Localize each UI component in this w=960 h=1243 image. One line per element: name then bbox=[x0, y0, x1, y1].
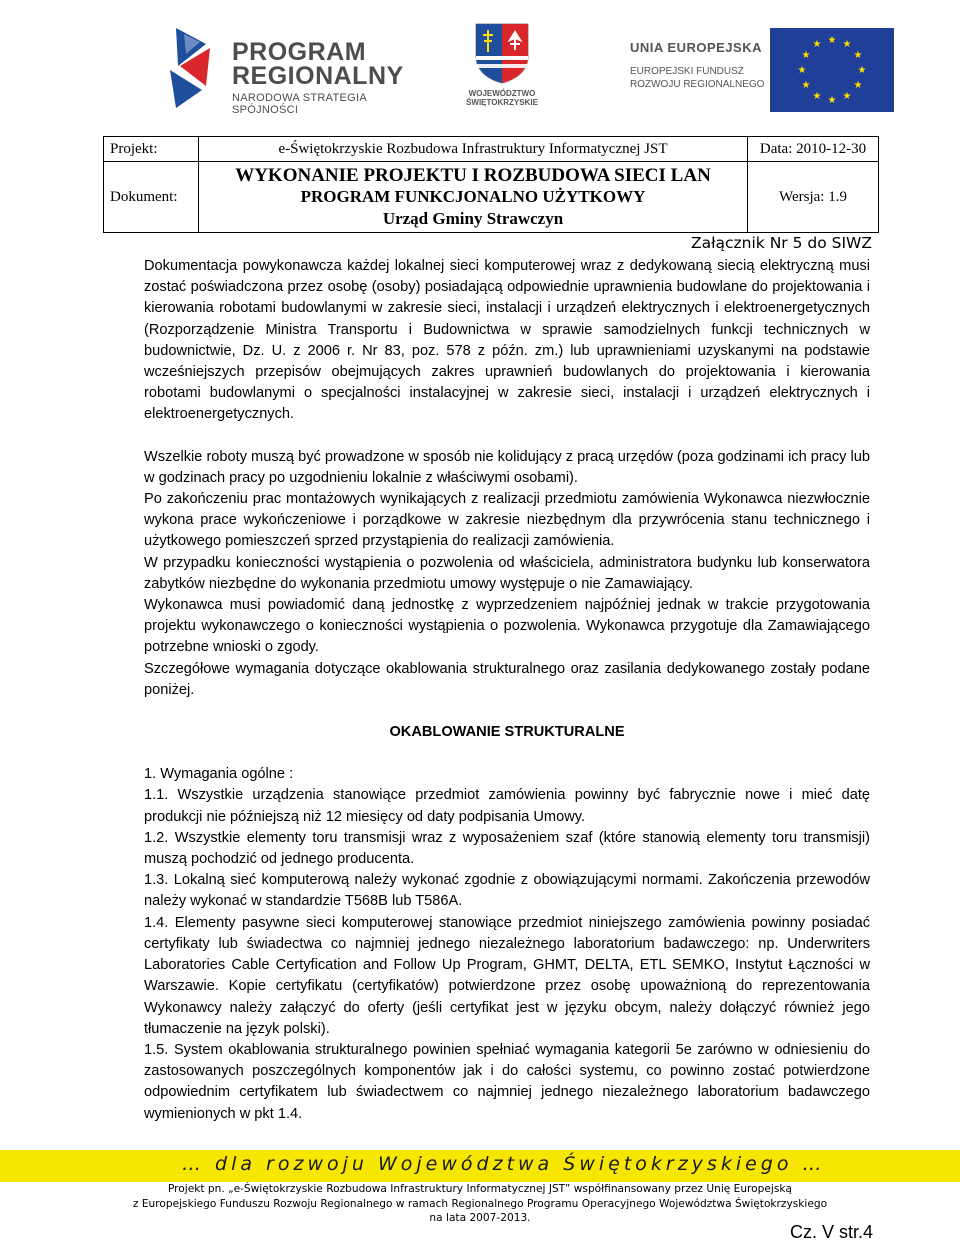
requirement-item: 1.3. Lokalną sieć komputerową należy wykonać zgodnie z obowiązującymi normami. Zakończenia przewodów należy wykonać w standardzie T568B lub T586A. bbox=[144, 872, 870, 910]
footer-funding-note bbox=[0, 1182, 960, 1226]
ue-subtitle bbox=[630, 65, 764, 91]
ue-subtitle-line2: ROZWOJU REGIONALNEGO bbox=[630, 79, 765, 90]
document-date: Data: 2010-12-30 bbox=[748, 137, 879, 162]
svg-text:★: ★ bbox=[812, 91, 822, 102]
document-header-table bbox=[103, 136, 879, 233]
ue-title: UNIA EUROPEJSKA bbox=[630, 40, 762, 55]
paragraph: Wszelkie roboty muszą być prowadzone w sposób nie kolidujący z pracą urzędów (poza godzinami ich pracy lub w godzinach pracy po uzgodnieniu lokalnie z właściwymi osobami). bbox=[144, 448, 870, 486]
wojewodztwo-line1: WOJEWÓDZTWO bbox=[468, 89, 536, 98]
wojewodztwo-logo bbox=[466, 22, 538, 118]
requirement-item: 1.2. Wszystkie elementy toru transmisji wraz z wyposażeniem szaf (które stanowią elementy toru transmisji) muszą pochodzić od jednego producenta. bbox=[144, 829, 870, 868]
document-version: Wersja: 1.9 bbox=[748, 162, 879, 233]
footer-line2: z Europejskiego Funduszu Rozwoju Regionalnego w ramach Regionalnego Programu Operacyjnego Województwa Świętokrzyskiego bbox=[132, 1197, 828, 1210]
svg-text:★: ★ bbox=[842, 39, 852, 50]
document-title-line2: PROGRAM FUNKCJONALNO UŻYTKOWY bbox=[300, 186, 646, 206]
paragraph: Po zakończeniu prac montażowych wynikających z realizacji przedmiotu zamówienia Wykonawca niezwłocznie wykona prace wykończeniowe i porządkowe w zakresie niezbędnym dla przywrócenia stanu technicznego i użytkowego pomieszczeń sprzed przystąpienia do realizacji zamówienia. bbox=[144, 491, 870, 550]
requirement-item: 1.4. Elementy pasywne sieci komputerowej stanowiące przedmiot niniejszego zamówienia powinny posiadać certyfikaty lub świadectwa co najmniej jednego niezależnego laboratorium badawczego: np. Underwriters Laboratories Cable Certyfication and Follow Up Program, GHMT, DELTA, ETL SEMKO, Instytut Łączności w Warszawie. Kopie certyfikatu (certyfikatów) potwierdzone przez osobę upoważnioną do reprezentowania Wykonawcy należy załączyć do oferty (jeśli certyfikat jest w języku obcym, należy dołączyć również jego tłumaczenie na język polski). bbox=[144, 914, 870, 1037]
document-title bbox=[199, 162, 748, 233]
subsection-title: 1. Wymagania ogólne : bbox=[144, 766, 294, 783]
ue-subtitle-line1: EUROPEJSKI FUNDUSZ bbox=[630, 66, 744, 77]
svg-text:★: ★ bbox=[812, 39, 822, 50]
paragraph: Dokumentacja powykonawcza każdej lokalnej sieci komputerowej wraz z dedykowaną siecią elektryczną musi zostać poświadczona przez osobę (osoby) posiadającą odpowiednie uprawnienia budowlane do projektowania i kierowania robotami budowlanymi w zakresie sieci, instalacji i urządzeń elektrycznych i elektroenergetycznych (Rozporządzenie Ministra Transportu i Budownictwa w sprawie samodzielnych funkcji technicznych w budownictwie, Dz. U. z 2006 r. Nr 83, poz. 578 z późn. zm.) lub uprawnieniami uzyskanymi na podstawie wcześniejszych przepisów obejmujących zakres uprawnień budowlanych do projektowania i kierowania robotami budowlanymi o specjalności instalacyjnej w zakresie sieci, instalacji i urządzeń elektrycznych i elektroenergetycznych. bbox=[144, 258, 870, 423]
svg-text:★: ★ bbox=[853, 80, 863, 91]
dokument-label: Dokument: bbox=[104, 162, 199, 233]
document-title-line3: Urząd Gminy Strawczyn bbox=[382, 208, 564, 228]
paragraph: W przypadku konieczności wystąpienia o pozwolenia od właściciela, administratora budynku lub konserwatora zabytków niezbędne do wykonania przedmiotu umowy występuje o nie Zamawiający. bbox=[144, 554, 870, 592]
program-word: PROGRAM bbox=[232, 38, 367, 66]
section-heading: OKABLOWANIE STRUKTURALNE bbox=[389, 724, 625, 741]
svg-text:★: ★ bbox=[853, 50, 863, 61]
attachment-label: Załącznik Nr 5 do SIWZ bbox=[691, 234, 872, 252]
footer-band bbox=[0, 1150, 960, 1182]
requirement-item: 1.5. System okablowania strukturalnego powinien spełniać wymagania kategorii 5e zarówno w odniesieniu do zastosowanych poszczególnych komponentów jak i do całości systemu, co powinno zostać potwierdzone odpowiednim certyfikatem lub świadectwem co najmniej jednego niezależnego laboratorium badawczego wymienionych w pkt 1.4. bbox=[144, 1041, 870, 1122]
logo-bar bbox=[0, 18, 960, 118]
projekt-value: e-Świętokrzyskie Rozbudowa Infrastruktury Informatycznej JST bbox=[199, 137, 748, 162]
footer-line1: Projekt pn. „e-Świętokrzyskie Rozbudowa Infrastruktury Informatycznej JST” współfinansowany przez Unię Europejską bbox=[167, 1183, 792, 1195]
projekt-label: Projekt: bbox=[104, 137, 199, 162]
svg-text:★: ★ bbox=[827, 95, 837, 106]
svg-text:★: ★ bbox=[857, 65, 867, 76]
coat-of-arms-icon bbox=[474, 22, 530, 84]
paragraph: Szczegółowe wymagania dotyczące okablowania strukturalnego oraz zasilania dedykowanego zostały podane poniżej. bbox=[144, 660, 870, 698]
footer-slogan: … dla rozwoju Województwa Świętokrzyskiego … bbox=[182, 1153, 826, 1175]
svg-text:★: ★ bbox=[801, 80, 811, 91]
requirement-item: 1.1. Wszystkie urządzenia stanowiące przedmiot zamówienia powinny być fabrycznie nowe i mieć datę produkcji nie późniejszą niż 12 miesięcy od daty podpisania Umowy. bbox=[144, 787, 870, 825]
paragraph: Wykonawca musi powiadomić daną jednostkę z wyprzedzeniem najpóźniej jednak w trakcie przygotowania projektu wykonawczego o konieczności wystąpienia o pozwolenia. Wykonawca przygotuje dla Zamawiającego potrzebne wnioski o zgody. bbox=[144, 597, 870, 656]
document-body bbox=[144, 256, 870, 1125]
svg-text:★: ★ bbox=[801, 50, 811, 61]
page-number: Cz. V str.4 bbox=[789, 1222, 873, 1242]
wojewodztwo-text bbox=[466, 89, 538, 107]
program-regionalny-emblem-icon bbox=[166, 26, 226, 110]
program-subtitle: NARODOWA STRATEGIA SPÓJNOŚCI bbox=[232, 92, 367, 116]
svg-text:★: ★ bbox=[842, 91, 852, 102]
wojewodztwo-line2: ŚWIĘTOKRZYSKIE bbox=[466, 98, 538, 107]
footer-line3: na lata 2007-2013. bbox=[429, 1212, 531, 1224]
svg-text:★: ★ bbox=[827, 35, 837, 46]
unia-europejska-logo bbox=[630, 28, 910, 108]
svg-text:★: ★ bbox=[797, 65, 807, 76]
program-regionalny-logo bbox=[166, 26, 406, 116]
regionalny-word: REGIONALNY bbox=[232, 62, 404, 90]
eu-flag-icon bbox=[770, 28, 894, 112]
document-title-line1: WYKONANIE PROJEKTU I ROZBUDOWA SIECI LAN bbox=[235, 164, 711, 186]
